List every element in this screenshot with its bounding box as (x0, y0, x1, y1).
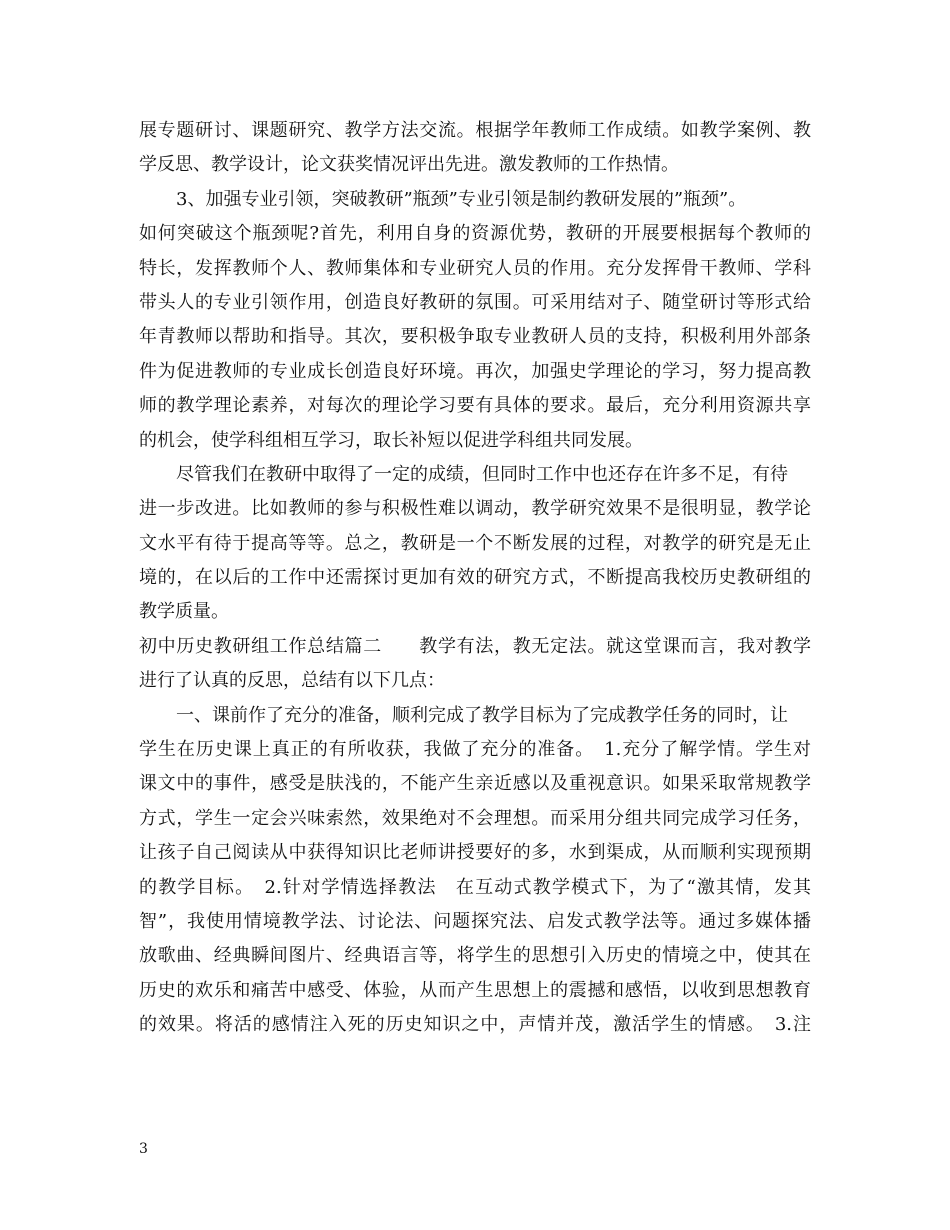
text-line: 放歌曲、经典瞬间图片、经典语言等，将学生的思想引入历史的情境之中，使其在 (139, 945, 811, 967)
text-line: 境的，在以后的工作中还需探讨更加有效的研究方式，不断提高我校历史教研组的 (139, 567, 811, 589)
text-line: 学反思、教学设计，论文获奖情况评出先进。激发教师的工作热情。 (139, 154, 679, 176)
page-number: 3 (139, 1141, 148, 1157)
text-line: 展专题研讨、课题研究、教学方法交流。根据学年教师工作成绩。如教学案例、教 (139, 120, 811, 141)
text-line: 进行了认真的反思，总结有以下几点： (139, 670, 445, 692)
text-line: 年青教师以帮助和指导。其次，要积极争取专业教研人员的支持，积极利用外部条 (139, 326, 811, 348)
text-line: 如何突破这个瓶颈呢?首先，利用自身的资源优势，教研的开展要根据每个教师的 (139, 223, 811, 245)
text-line: 课文中的事件，感受是肤浅的，不能产生亲近感以及重视意识。如果采取常规教学 (139, 773, 811, 795)
text-line: 师的教学理论素养，对每次的理论学习要有具体的要求。最后，充分利用资源共享 (139, 395, 811, 417)
text-line: 的效果。将活的感情注入死的历史知识之中，声情并茂，激活学生的情感。 3.注 (139, 1014, 811, 1036)
text-line: 3、加强专业引领，突破教研”瓶颈”专业引领是制约教研发展的”瓶颈”。 (176, 188, 747, 210)
text-line: 学生在历史课上真正的有所收获，我做了充分的准备。 1.充分了解学情。学生对 (139, 739, 811, 761)
text-line: 方式，学生一定会兴味索然，效果绝对不会理想。而采用分组共同完成学习任务， (139, 807, 811, 829)
text-line: 一、课前作了充分的准备，顺利完成了教学目标为了完成教学任务的同时，让 (176, 704, 788, 726)
section-heading-line: 初中历史教研组工作总结篇二 教学有法，教无定法。就这堂课而言，我对教学 (139, 635, 811, 657)
text-line: 教学质量。 (139, 601, 229, 623)
document-body (139, 114, 811, 1043)
text-line: 让孩子自己阅读从中获得知识比老师讲授要好的多，水到渠成，从而顺利实现预期 (139, 842, 811, 864)
text-line: 历史的欢乐和痛苦中感受、体验，从而产生思想上的震撼和感悟，以收到思想教育 (139, 979, 811, 1001)
text-line: 的机会，使学科组相互学习，取长补短以促进学科组共同发展。 (139, 429, 643, 451)
text-line: 件为促进教师的专业成长创造良好环境。再次，加强史学理论的学习，努力提高教 (139, 360, 811, 382)
text-line: 的教学目标。 2.针对学情选择教法 在互动式教学模式下，为了“激其情，发其 (139, 876, 811, 898)
text-line: 文水平有待于提高等等。总之，教研是一个不断发展的过程，对教学的研究是无止 (139, 532, 811, 554)
text-line: 进一步改进。比如教师的参与积极性难以调动，教学研究效果不是很明显，教学论 (139, 498, 811, 520)
text-line: 带头人的专业引领作用，创造良好教研的氛围。可采用结对子、随堂研讨等形式给 (139, 291, 811, 313)
text-line: 尽管我们在教研中取得了一定的成绩，但同时工作中也还存在许多不足，有待 (176, 463, 788, 485)
text-line: 智”，我使用情境教学法、讨论法、问题探究法、启发式教学法等。通过多媒体播 (139, 910, 811, 932)
text-line: 特长，发挥教师个人、教师集体和专业研究人员的作用。充分发挥骨干教师、学科 (139, 257, 811, 279)
